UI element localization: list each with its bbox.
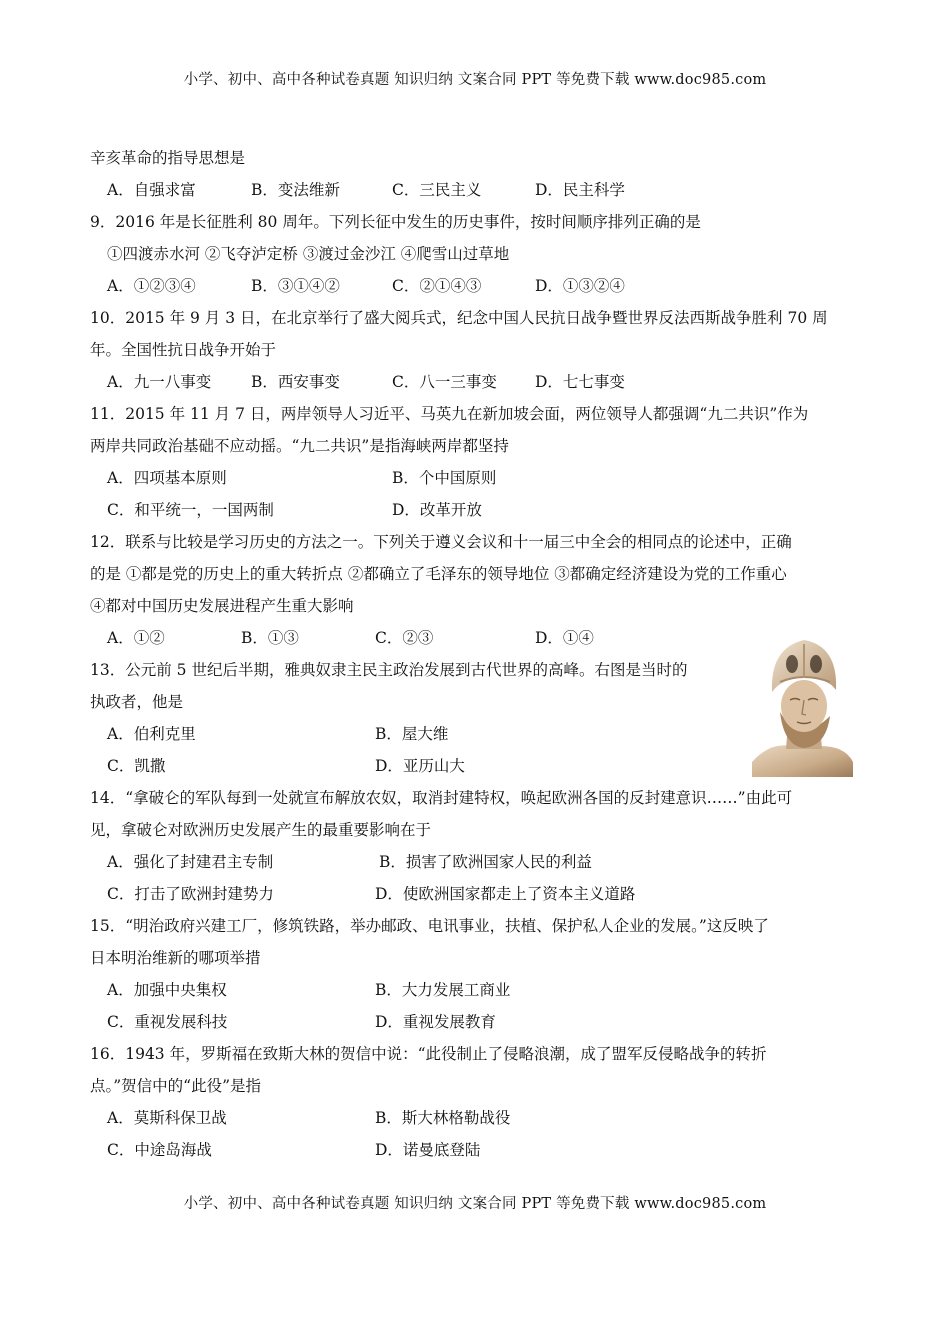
question-13-options-row1 bbox=[90, 718, 865, 750]
question-16-options-row1 bbox=[90, 1102, 865, 1134]
question-11-stem-line2: 两岸共同政治基础不应动摇。“九二共识”是指海峡两岸都坚持 bbox=[90, 437, 509, 455]
question-15-options-row2 bbox=[90, 1006, 865, 1038]
q11-option-c[interactable]: C．和平统一，一国两制 bbox=[107, 501, 274, 519]
question-13-stem-line2: 执政者，他是 bbox=[90, 693, 184, 711]
question-16-stem-line2: 点。”贺信中的“此役”是指 bbox=[90, 1077, 262, 1095]
q15-option-c[interactable]: C．重视发展科技 bbox=[107, 1013, 228, 1031]
q10-option-b[interactable]: B．西安事变 bbox=[251, 373, 340, 391]
q9-option-b[interactable]: B．③①④② bbox=[251, 277, 340, 295]
q10-option-a[interactable]: A．九一八事变 bbox=[107, 373, 212, 391]
q10-option-c[interactable]: C．八一三事变 bbox=[392, 373, 497, 391]
question-8-stem: 辛亥革命的指导思想是 bbox=[90, 149, 246, 167]
q11-option-b[interactable]: B．个中国原则 bbox=[392, 469, 497, 487]
question-12-stem-line1: 12．联系与比较是学习历史的方法之一。下列关于遵义会议和十一届三中全会的相同点的论述中，正确 bbox=[90, 533, 792, 551]
q16-option-b[interactable]: B．斯大林格勒战役 bbox=[375, 1109, 511, 1127]
question-15-stem-line2: 日本明治维新的哪项举措 bbox=[90, 949, 261, 967]
pericles-bust-image bbox=[750, 634, 853, 777]
q8-option-a[interactable]: A．自强求富 bbox=[107, 181, 196, 199]
question-12-options bbox=[90, 622, 865, 654]
question-16-options-row2 bbox=[90, 1134, 865, 1166]
question-14-options-row1 bbox=[90, 846, 865, 878]
q9-option-a[interactable]: A．①②③④ bbox=[107, 277, 196, 295]
q12-option-b[interactable]: B．①③ bbox=[241, 629, 299, 647]
q15-option-d[interactable]: D．重视发展教育 bbox=[375, 1013, 496, 1031]
question-12-stem-line2: 的是 ①都是党的历史上的重大转折点 ②都确立了毛泽东的领导地位 ③都确定经济建设为党的工作重心 bbox=[90, 565, 787, 583]
question-14-stem-line2: 见，拿破仑对欧洲历史发展产生的最重要影响在于 bbox=[90, 821, 432, 839]
question-15-options-row1 bbox=[90, 974, 865, 1006]
question-13-stem-line1: 13．公元前 5 世纪后半期，雅典奴隶主民主政治发展到古代世界的高峰。右图是当时的 bbox=[90, 661, 688, 679]
question-9-items: ①四渡赤水河 ②飞夺泸定桥 ③渡过金沙江 ④爬雪山过草地 bbox=[107, 245, 510, 263]
question-9-options bbox=[90, 270, 865, 302]
q13-option-a[interactable]: A．伯利克里 bbox=[107, 725, 196, 743]
question-9-stem: 9．2016 年是长征胜利 80 周年。下列长征中发生的历史事件，按时间顺序排列正确的是 bbox=[90, 213, 701, 231]
q12-option-c[interactable]: C．②③ bbox=[375, 629, 434, 647]
q16-option-d[interactable]: D．诺曼底登陆 bbox=[375, 1141, 481, 1159]
question-11-options-row2 bbox=[90, 494, 865, 526]
q16-option-c[interactable]: C．中途岛海战 bbox=[107, 1141, 212, 1159]
question-10-stem-line1: 10．2015 年 9 月 3 日，在北京举行了盛大阅兵式，纪念中国人民抗日战争暨世界反法西斯战争胜利 70 周 bbox=[90, 309, 828, 327]
q12-option-d[interactable]: D．①④ bbox=[535, 629, 594, 647]
q14-option-a[interactable]: A．强化了封建君主专制 bbox=[107, 853, 274, 871]
q13-option-d[interactable]: D．亚历山大 bbox=[375, 757, 465, 775]
question-16-stem-line1: 16．1943 年，罗斯福在致斯大林的贺信中说：“此役制止了侵略浪潮，成了盟军反侵略战争的转折 bbox=[90, 1045, 767, 1063]
q8-option-d[interactable]: D．民主科学 bbox=[535, 181, 625, 199]
page-header: 小学、初中、高中各种试卷真题 知识归纳 文案合同 PPT 等免费下载 www.doc985.com bbox=[183, 72, 767, 88]
question-11-stem-line1: 11．2015 年 11 月 7 日，两岸领导人习近平、马英九在新加坡会面，两位领导人都强调“九二共识”作为 bbox=[90, 405, 809, 423]
question-8-options bbox=[90, 174, 865, 206]
q14-option-d[interactable]: D．使欧洲国家都走上了资本主义道路 bbox=[375, 885, 636, 903]
exam-questions bbox=[90, 142, 865, 1166]
q15-option-b[interactable]: B．大力发展工商业 bbox=[375, 981, 511, 999]
question-13-options-row2 bbox=[90, 750, 865, 782]
question-10-stem-line2: 年。全国性抗日战争开始于 bbox=[90, 341, 277, 359]
question-12-stem-line3: ④都对中国历史发展进程产生重大影响 bbox=[90, 597, 354, 615]
q13-option-b[interactable]: B．屋大维 bbox=[375, 725, 449, 743]
question-11-options-row1 bbox=[90, 462, 865, 494]
question-14-options-row2 bbox=[90, 878, 865, 910]
question-14-stem-line1: 14．“拿破仑的军队每到一处就宣布解放农奴，取消封建特权，唤起欧洲各国的反封建意识……”由此可 bbox=[90, 789, 793, 807]
page-footer: 小学、初中、高中各种试卷真题 知识归纳 文案合同 PPT 等免费下载 www.doc985.com bbox=[183, 1196, 767, 1212]
q15-option-a[interactable]: A．加强中央集权 bbox=[107, 981, 227, 999]
q9-option-d[interactable]: D．①③②④ bbox=[535, 277, 625, 295]
q8-option-b[interactable]: B．变法维新 bbox=[251, 181, 340, 199]
q12-option-a[interactable]: A．①② bbox=[107, 629, 165, 647]
q8-option-c[interactable]: C．三民主义 bbox=[392, 181, 482, 199]
q13-option-c[interactable]: C．凯撒 bbox=[107, 757, 166, 775]
q11-option-a[interactable]: A．四项基本原则 bbox=[107, 469, 227, 487]
q14-option-b[interactable]: B．损害了欧洲国家人民的利益 bbox=[379, 853, 592, 871]
question-15-stem-line1: 15．“明治政府兴建工厂，修筑铁路，举办邮政、电讯事业，扶植、保护私人企业的发展。”这反映了 bbox=[90, 917, 769, 935]
q14-option-c[interactable]: C．打击了欧洲封建势力 bbox=[107, 885, 274, 903]
q11-option-d[interactable]: D．改革开放 bbox=[392, 501, 482, 519]
q10-option-d[interactable]: D．七七事变 bbox=[535, 373, 625, 391]
q9-option-c[interactable]: C．②①④③ bbox=[392, 277, 482, 295]
q16-option-a[interactable]: A．莫斯科保卫战 bbox=[107, 1109, 227, 1127]
question-10-options bbox=[90, 366, 865, 398]
